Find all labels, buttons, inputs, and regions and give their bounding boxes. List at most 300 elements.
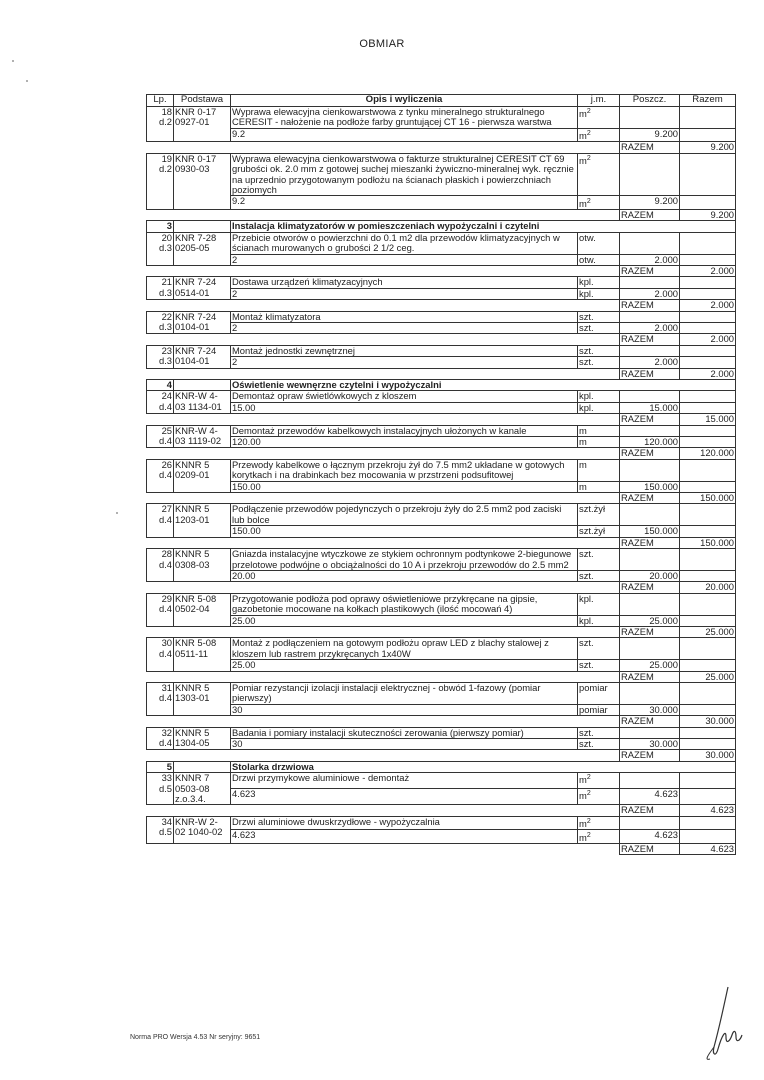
total-label: RAZEM (620, 716, 680, 727)
total-value: 25.000 (680, 671, 736, 682)
total-row (147, 414, 736, 425)
unit: m (579, 425, 587, 436)
row-section: d.4 (158, 647, 172, 659)
unit: kpl. (579, 615, 594, 626)
total-label: RAZEM (620, 334, 680, 345)
unit: szt. (579, 738, 594, 749)
header-razem: Razem (680, 95, 736, 107)
row-blank-razem2 (680, 526, 736, 537)
calc-row (147, 739, 736, 750)
unit: pomiar (579, 704, 608, 715)
row-blank-razem (680, 593, 736, 615)
basis-catalog: KNR 7-24 (175, 276, 217, 288)
total-value: 4.623 (680, 805, 736, 816)
row-lp (147, 549, 174, 582)
row-section: d.4 (158, 558, 172, 570)
row-unit (578, 425, 620, 436)
row-lp (147, 277, 174, 300)
scan-speck (12, 60, 14, 62)
footer-software-info: Norma PRO Wersja 4.53 Nr seryjny: 9651 (130, 1034, 261, 1041)
row-section: d.4 (158, 692, 172, 704)
total-row (147, 843, 736, 854)
row-unit (578, 638, 620, 660)
row-blank-poszcz (620, 727, 680, 738)
row-section: d.4 (158, 603, 172, 615)
row-lp (147, 391, 174, 414)
total-value: 30.000 (680, 716, 736, 727)
row-lp (147, 311, 174, 334)
row-calc-unit (578, 570, 620, 581)
row-calc-unit (578, 128, 620, 142)
row-blank-poszcz (620, 504, 680, 526)
row-section: d.2 (158, 116, 172, 128)
calc-row (147, 570, 736, 581)
row-number: 21 (161, 276, 172, 288)
basis-catalog: KNR-W 4- (175, 425, 218, 436)
section-title: Oświetlenie wewnęrzne czytelni i wypożyczalni (231, 380, 736, 391)
row-number: 25 (161, 425, 172, 436)
total-label: RAZEM (620, 265, 680, 276)
row-description: Gniazda instalacyjne wtyczkowe ze stykiem ochronnym podtynkowe 2-biegunowe przelotowe podwójne o obciążalności do 10 A i przekroju przewodów do 2.5 mm2 (231, 549, 578, 571)
row-description: Montaż z podłączeniem na gotowym podłożu opraw LED z blachy stalowej z kloszem lub rastrem przykręcanych 1x40W (231, 638, 578, 660)
basis-number: 0209-01 (175, 469, 210, 481)
row-calc-unit (578, 704, 620, 715)
total-value: 9.200 (680, 209, 736, 220)
row-blank-razem (680, 391, 736, 402)
total-value: 30.000 (680, 750, 736, 761)
row-lp (147, 727, 174, 750)
total-blank (147, 300, 620, 311)
total-row (147, 368, 736, 379)
unit: szt. (579, 345, 594, 356)
total-label: RAZEM (620, 626, 680, 637)
section-number: 5 (147, 761, 174, 772)
table-row (147, 425, 736, 436)
basis-number: 03 1119-02 (175, 435, 222, 447)
unit: $m^2$ (579, 154, 591, 166)
row-number: 18 (161, 106, 172, 117)
basis-number: 02 1040-02 (175, 826, 223, 838)
unit: szt. (579, 311, 594, 322)
table-row (147, 391, 736, 402)
unit: kpl. (579, 593, 594, 604)
calc-row (147, 526, 736, 537)
table-row (147, 277, 736, 288)
row-blank-razem2 (680, 830, 736, 844)
row-description: Drzwi przymykowe aluminiowe - demontaż (231, 773, 578, 789)
basis-number: 0503-08 z.o.3.4. (175, 782, 210, 805)
unit: $m^2$ (579, 197, 591, 209)
total-label: RAZEM (620, 300, 680, 311)
total-blank (147, 582, 620, 593)
row-blank-poszcz (620, 107, 680, 129)
row-calc: 150.00 (231, 526, 578, 537)
row-unit (578, 504, 620, 526)
total-value: 15.000 (680, 414, 736, 425)
row-calc: 2 (231, 357, 578, 368)
row-calc-unit (578, 789, 620, 805)
calc-row (147, 402, 736, 413)
row-quantity: 9.200 (620, 128, 680, 142)
total-row (147, 334, 736, 345)
unit: szt. (579, 570, 594, 581)
total-label: RAZEM (620, 671, 680, 682)
total-value: 120.000 (680, 448, 736, 459)
total-blank (147, 843, 620, 854)
total-blank (147, 368, 620, 379)
total-blank (147, 448, 620, 459)
row-blank-razem2 (680, 322, 736, 333)
row-number: 19 (161, 153, 172, 164)
row-quantity: 30.000 (620, 704, 680, 715)
unit: szt. (579, 659, 594, 671)
total-row (147, 300, 736, 311)
row-lp (147, 816, 174, 843)
section-row (147, 221, 736, 232)
row-calc: 2 (231, 254, 578, 265)
row-number: 23 (161, 345, 172, 356)
section-row (147, 380, 736, 391)
calc-row (147, 660, 736, 671)
header-opis: Opis i wyliczenia (231, 95, 578, 107)
row-unit (578, 727, 620, 738)
row-quantity: 20.000 (620, 570, 680, 581)
row-calc: 20.00 (231, 570, 578, 581)
scan-speck (116, 512, 118, 514)
row-description: Demontaż przewodów kabelkowych instalacyjnych ułożonych w kanale (231, 425, 578, 436)
row-calc-unit (578, 288, 620, 299)
row-calc-unit (578, 437, 620, 448)
row-blank-razem2 (680, 357, 736, 368)
row-basis (174, 459, 231, 492)
row-number: 20 (161, 232, 172, 243)
calc-row (147, 288, 736, 299)
row-basis (174, 504, 231, 537)
total-value: 150.000 (680, 493, 736, 504)
total-value: 2.000 (680, 368, 736, 379)
row-number: 31 (161, 682, 172, 693)
row-number: 33 (161, 772, 172, 784)
total-row (147, 265, 736, 276)
row-blank-razem (680, 773, 736, 789)
row-section: d.4 (158, 737, 172, 748)
table-row (147, 153, 736, 196)
calc-row (147, 437, 736, 448)
row-number: 22 (161, 311, 172, 322)
basis-number: 0511-11 (175, 647, 209, 659)
row-lp (147, 153, 174, 209)
row-section: d.3 (158, 320, 172, 332)
row-description: Pomiar rezystancji izolacji instalacji elektrycznej - obwód 1-fazowy (pomiar pierwszy) (231, 682, 578, 704)
row-basis (174, 682, 231, 715)
row-section: d.4 (158, 513, 172, 525)
row-lp (147, 682, 174, 715)
calc-row (147, 128, 736, 142)
row-section: d.5 (158, 826, 172, 838)
row-description: Drzwi aluminiowe dwuskrzydłowe - wypożyczalnia (231, 816, 578, 830)
total-row (147, 493, 736, 504)
unit: m (579, 459, 587, 470)
signature (700, 985, 756, 1065)
row-calc: 4.623 (231, 830, 578, 844)
row-calc: 120.00 (231, 437, 578, 448)
total-value: 9.200 (680, 142, 736, 153)
calc-row (147, 830, 736, 844)
basis-number: 03 1134-01 (175, 400, 222, 412)
calc-row (147, 322, 736, 333)
unit: szt. (579, 356, 594, 368)
table-row (147, 816, 736, 830)
page-title: OBMIAR (359, 38, 405, 50)
total-label: RAZEM (620, 582, 680, 593)
row-basis (174, 425, 231, 448)
row-blank-poszcz (620, 549, 680, 571)
basis-catalog: KNNR 5 (175, 682, 210, 693)
basis-number: 1203-01 (175, 513, 210, 525)
unit: szt. (579, 727, 594, 738)
row-quantity: 2.000 (620, 322, 680, 333)
total-value: 4.623 (680, 843, 736, 854)
basis-number: 1303-01 (175, 692, 210, 704)
row-description: Wyprawa elewacyjna cienkowarstwowa z tynku mineralnego strukturalnego CERESIT - nałożenie na podłoże farby gruntującej CT 16 - pierwsza warstwa (231, 107, 578, 129)
row-calc: 30 (231, 739, 578, 750)
calc-row (147, 704, 736, 715)
total-row (147, 716, 736, 727)
unit: $m^2$ (579, 129, 591, 141)
row-calc-unit (578, 254, 620, 265)
row-quantity: 150.000 (620, 481, 680, 492)
unit: otw. (579, 254, 596, 265)
row-basis (174, 153, 231, 209)
basis-catalog: KNR 5-08 (175, 637, 217, 649)
unit: $m^2$ (579, 774, 591, 786)
row-description: Badania i pomiary instalacji skuteczności zerowania (pierwszy pomiar) (231, 727, 578, 738)
total-blank (147, 414, 620, 425)
total-row (147, 448, 736, 459)
unit: $m^2$ (579, 817, 591, 829)
row-quantity: 120.000 (620, 437, 680, 448)
unit: szt. (579, 637, 594, 649)
row-calc-unit (578, 357, 620, 368)
total-row (147, 805, 736, 816)
row-calc: 25.00 (231, 660, 578, 671)
total-label: RAZEM (620, 448, 680, 459)
calc-row (147, 789, 736, 805)
unit: $m^2$ (579, 831, 591, 843)
table-body (147, 107, 736, 855)
table-row (147, 682, 736, 704)
header-podstawa: Podstawa (174, 95, 231, 107)
row-blank-poszcz (620, 773, 680, 789)
section-number: 3 (147, 221, 174, 232)
unit: szt.żył (579, 525, 606, 537)
row-calc-unit (578, 615, 620, 626)
unit: m (579, 436, 587, 448)
row-blank-razem (680, 638, 736, 660)
total-blank (147, 537, 620, 548)
total-row (147, 209, 736, 220)
row-basis (174, 773, 231, 805)
section-title: Stolarka drzwiowa (231, 761, 736, 772)
row-quantity: 9.200 (620, 196, 680, 210)
calc-row (147, 615, 736, 626)
row-calc-unit (578, 481, 620, 492)
row-quantity: 150.000 (620, 526, 680, 537)
row-blank-poszcz (620, 391, 680, 402)
basis-catalog: KNR-W 2- (175, 816, 218, 827)
basis-catalog: KNNR 5 (175, 727, 210, 738)
calc-row (147, 481, 736, 492)
total-blank (147, 209, 620, 220)
row-lp (147, 459, 174, 492)
unit: $m^2$ (579, 108, 591, 120)
row-basis (174, 638, 231, 671)
table-row (147, 638, 736, 660)
row-description: Demontaż opraw świetlówkowych z kloszem (231, 391, 578, 402)
row-section: d.3 (158, 242, 172, 254)
total-row (147, 671, 736, 682)
row-lp (147, 638, 174, 671)
basis-catalog: KNR 7-24 (175, 345, 217, 356)
row-blank-razem2 (680, 254, 736, 265)
table-row (147, 311, 736, 322)
total-row (147, 537, 736, 548)
table-row (147, 727, 736, 738)
row-blank-razem (680, 311, 736, 322)
row-unit (578, 459, 620, 481)
row-blank-razem (680, 816, 736, 830)
row-basis (174, 391, 231, 414)
basis-catalog: KNNR 7 (175, 772, 210, 784)
table-row (147, 107, 736, 129)
row-unit (578, 593, 620, 615)
unit: kpl. (579, 288, 594, 299)
unit: szt.żył (579, 503, 606, 515)
row-basis (174, 816, 231, 843)
section-blank (174, 221, 231, 232)
total-value: 20.000 (680, 582, 736, 593)
total-blank (147, 265, 620, 276)
row-quantity: 2.000 (620, 254, 680, 265)
row-calc-unit (578, 830, 620, 844)
unit: kpl. (579, 402, 594, 413)
row-blank-razem2 (680, 288, 736, 299)
row-blank-razem (680, 345, 736, 356)
row-calc: 15.00 (231, 402, 578, 413)
total-value: 25.000 (680, 626, 736, 637)
row-blank-poszcz (620, 593, 680, 615)
row-number: 28 (161, 548, 172, 560)
row-description: Przewody kabelkowe o łącznym przekroju żył do 7.5 mm2 układane w gotowych korytkach i na drabinkach bez mocowania w przstrzeni podsufitowej (231, 459, 578, 481)
row-calc: 9.2 (231, 196, 578, 210)
measurement-table (146, 94, 736, 855)
total-blank (147, 493, 620, 504)
row-lp (147, 232, 174, 265)
section-blank (174, 761, 231, 772)
unit: pomiar (579, 682, 608, 693)
row-basis (174, 107, 231, 142)
total-value: 2.000 (680, 265, 736, 276)
table-row (147, 459, 736, 481)
section-blank (174, 380, 231, 391)
row-number: 30 (161, 637, 172, 649)
row-number: 34 (161, 816, 172, 827)
row-lp (147, 107, 174, 142)
basis-number: 0104-01 (175, 320, 210, 332)
basis-catalog: KNNR 5 (175, 548, 210, 560)
unit: szt. (579, 322, 594, 333)
row-description: Montaż klimatyzatora (231, 311, 578, 322)
row-calc-unit (578, 196, 620, 210)
row-quantity: 4.623 (620, 830, 680, 844)
unit: m (579, 481, 587, 492)
row-blank-razem (680, 682, 736, 704)
header-lp: Lp. (147, 95, 174, 107)
row-basis (174, 311, 231, 334)
row-unit (578, 107, 620, 129)
table-row (147, 504, 736, 526)
basis-number: 0205-05 (175, 242, 210, 254)
table-row (147, 549, 736, 571)
row-blank-razem2 (680, 481, 736, 492)
total-value: 2.000 (680, 300, 736, 311)
row-description: Przebicie otworów o powierzchni do 0.1 m2 dla przewodów klimatyzacyjnych w ścianach murowanych o grubości 2 1/2 ceg. (231, 232, 578, 254)
row-blank-razem2 (680, 660, 736, 671)
row-calc: 30 (231, 704, 578, 715)
basis-catalog: KNR 5-08 (175, 593, 217, 604)
total-blank (147, 142, 620, 153)
row-section: d.4 (158, 469, 172, 481)
basis-catalog: KNNR 5 (175, 503, 210, 515)
row-unit (578, 391, 620, 402)
basis-catalog: KNR 7-28 (175, 232, 217, 243)
unit: kpl. (579, 276, 594, 288)
row-basis (174, 549, 231, 582)
basis-number: 1304-05 (175, 737, 210, 748)
total-row (147, 582, 736, 593)
row-blank-razem (680, 153, 736, 196)
row-blank-razem2 (680, 739, 736, 750)
basis-catalog: KNNR 5 (175, 459, 210, 470)
row-blank-razem (680, 549, 736, 571)
total-row (147, 750, 736, 761)
row-description: Dostawa urządzeń klimatyzacyjnych (231, 277, 578, 288)
row-section: d.4 (158, 400, 172, 412)
basis-number: 0930-03 (175, 163, 210, 175)
row-basis (174, 345, 231, 368)
header-poszcz: Poszcz. (620, 95, 680, 107)
unit: szt. (579, 548, 594, 560)
row-unit (578, 816, 620, 830)
row-blank-poszcz (620, 277, 680, 288)
row-blank-poszcz (620, 425, 680, 436)
row-blank-razem2 (680, 570, 736, 581)
row-calc: 150.00 (231, 481, 578, 492)
row-description: Podłączenie przewodów pojedynczych o przekroju żyły do 2.5 mm2 pod zaciski lub bolce (231, 504, 578, 526)
calc-row (147, 254, 736, 265)
row-blank-razem (680, 504, 736, 526)
basis-catalog: KNR 0-17 (175, 106, 217, 117)
total-blank (147, 626, 620, 637)
table-row (147, 232, 736, 254)
total-value: 2.000 (680, 334, 736, 345)
row-description: Przygotowanie podłoża pod oprawy oświetleniowe przykręcane na gipsie, gazobetonie mocowane na kołkach plastikowych (ilość mocowań 4) (231, 593, 578, 615)
total-label: RAZEM (620, 142, 680, 153)
basis-number: 0927-01 (175, 116, 210, 128)
row-number: 24 (161, 390, 172, 402)
row-description: Montaż jednostki zewnętrznej (231, 345, 578, 356)
row-quantity: 25.000 (620, 615, 680, 626)
